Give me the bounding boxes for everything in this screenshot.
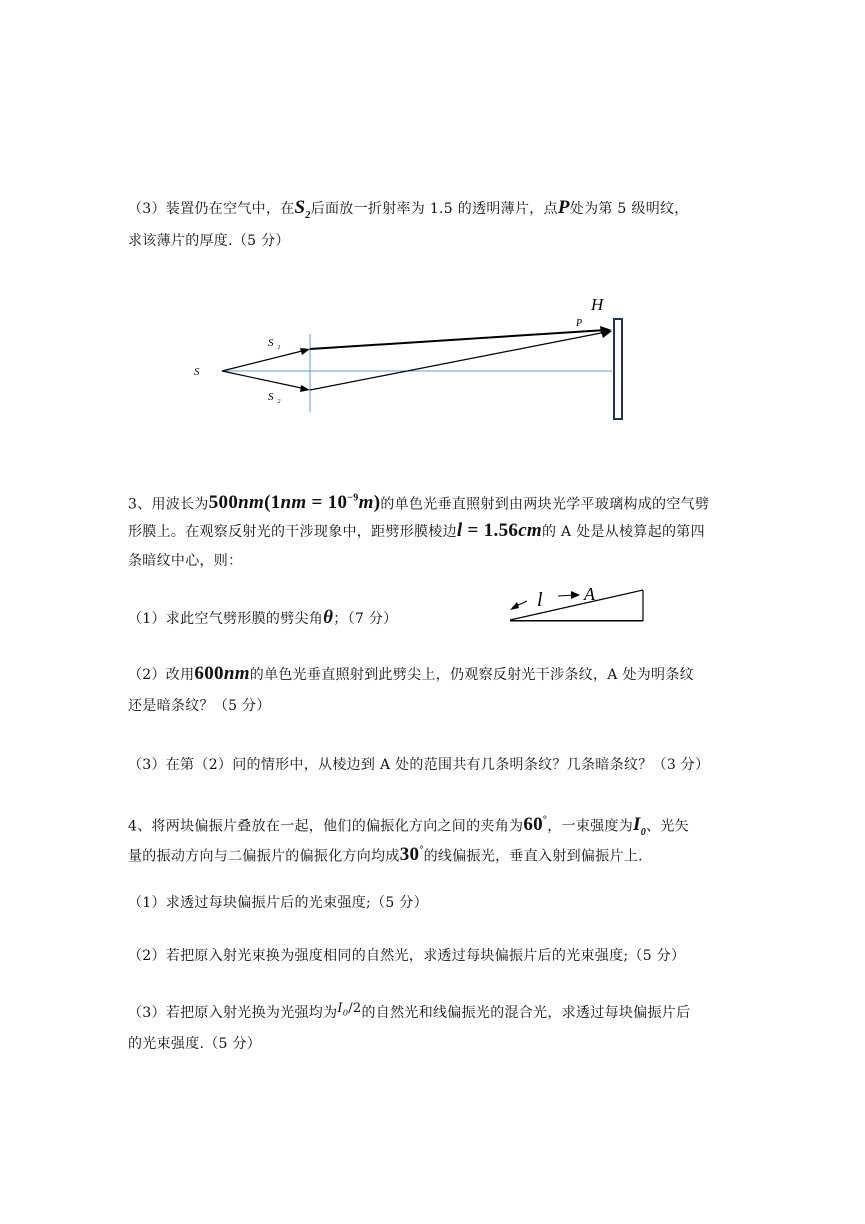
q4-sub3-line2: 的光束强度.（5 分）	[128, 1036, 262, 1052]
wedge-figure	[500, 582, 650, 628]
math-30deg: 30°	[399, 844, 424, 866]
arrow-head	[571, 591, 580, 599]
math-theta: θ	[323, 607, 334, 628]
math-P: P	[557, 197, 570, 218]
arrow-head	[300, 385, 310, 392]
double-slit-figure	[180, 288, 640, 428]
q3-line1: 3、用波长为$500nm(1nm = 10^{-9}m)$的单色光垂直照射到由两块光学平玻璃构成的空气劈	[128, 492, 710, 514]
arrow-head	[510, 602, 519, 610]
q3-sub2-line1: （2）改用600nm的单色光垂直照射到此劈尖上，仍观察反射光干涉条纹，A 处为明条纹	[128, 663, 694, 684]
q3-sub1: （1）求此空气劈形膜的劈尖角θ；（7 分）	[128, 607, 398, 628]
math-I0-half: $I_0/2$	[337, 1001, 362, 1018]
q3-line2: 形膜上。在观察反射光的干涉现象中，距劈形膜棱边l = 1.56cm的 A 处是从棱算起的第四	[128, 520, 705, 541]
fig-label-S1: S $_1$	[268, 337, 281, 351]
fig-label-A: A	[584, 584, 595, 604]
math-wavelength: $500nm(1nm = 10^{-9}m)$	[208, 492, 381, 514]
screen-H	[614, 319, 622, 419]
fig-label-S: S	[194, 366, 200, 378]
text: 后面放一折射率为 1.5 的透明薄片，点	[310, 201, 558, 217]
q3-sub2-line2: 还是暗条纹？（5 分）	[128, 698, 271, 714]
arrow-head	[300, 348, 310, 355]
wedge-bottom	[510, 620, 643, 622]
math-60deg: 60°	[523, 814, 548, 836]
q4-sub2: （2）若把原入射光束换为强度相同的自然光，求透过每块偏振片后的光束强度;（5 分）	[128, 948, 686, 964]
q4-line2: 量的振动方向与二偏振片的偏振化方向均成30°的线偏振光，垂直入射到偏振片上.	[128, 844, 643, 866]
q2-3-line2: 求该薄片的厚度.（5 分）	[128, 233, 290, 249]
math-I0: $I_0$	[633, 814, 647, 839]
fig-label-H: H	[591, 295, 604, 314]
ray-S1-P	[310, 330, 606, 349]
math-l: l = 1.56cm	[456, 520, 542, 541]
fig-label-P: P	[576, 318, 583, 329]
arrow-head	[601, 331, 612, 338]
q3-sub3: （3）在第（2）问的情形中，从棱边到 A 处的范围共有几条明条纹？几条暗条纹？（3 分）	[128, 757, 710, 773]
ray-S-S2	[222, 371, 306, 389]
text: （3）装置仍在空气中，在	[128, 201, 295, 217]
ray-S-S1	[222, 350, 306, 371]
ray-S2-P	[310, 332, 606, 390]
math-600nm: 600nm	[194, 663, 250, 684]
math-S2: $S_2$	[294, 197, 311, 221]
q4-sub3-line1: （3）若把原入射光换为光强均为$I_0/2$的自然光和线偏振光的混合光，求透过每块偏振片后	[128, 1001, 691, 1021]
fig-label-S2: S $_2$	[268, 391, 281, 405]
q3-line3: 条暗纹中心，则：	[128, 553, 243, 569]
q2-3-line1	[128, 198, 689, 226]
text: 处为第 5 级明纹，	[569, 201, 689, 217]
q4-line1: 4、将两块偏振片叠放在一起，他们的偏振化方向之间的夹角为60°，一束强度为$I_0$、光矢	[128, 814, 689, 839]
fig-label-l: l	[537, 589, 543, 611]
q4-sub1: （1）求透过每块偏振片后的光束强度;（5 分）	[128, 895, 428, 911]
